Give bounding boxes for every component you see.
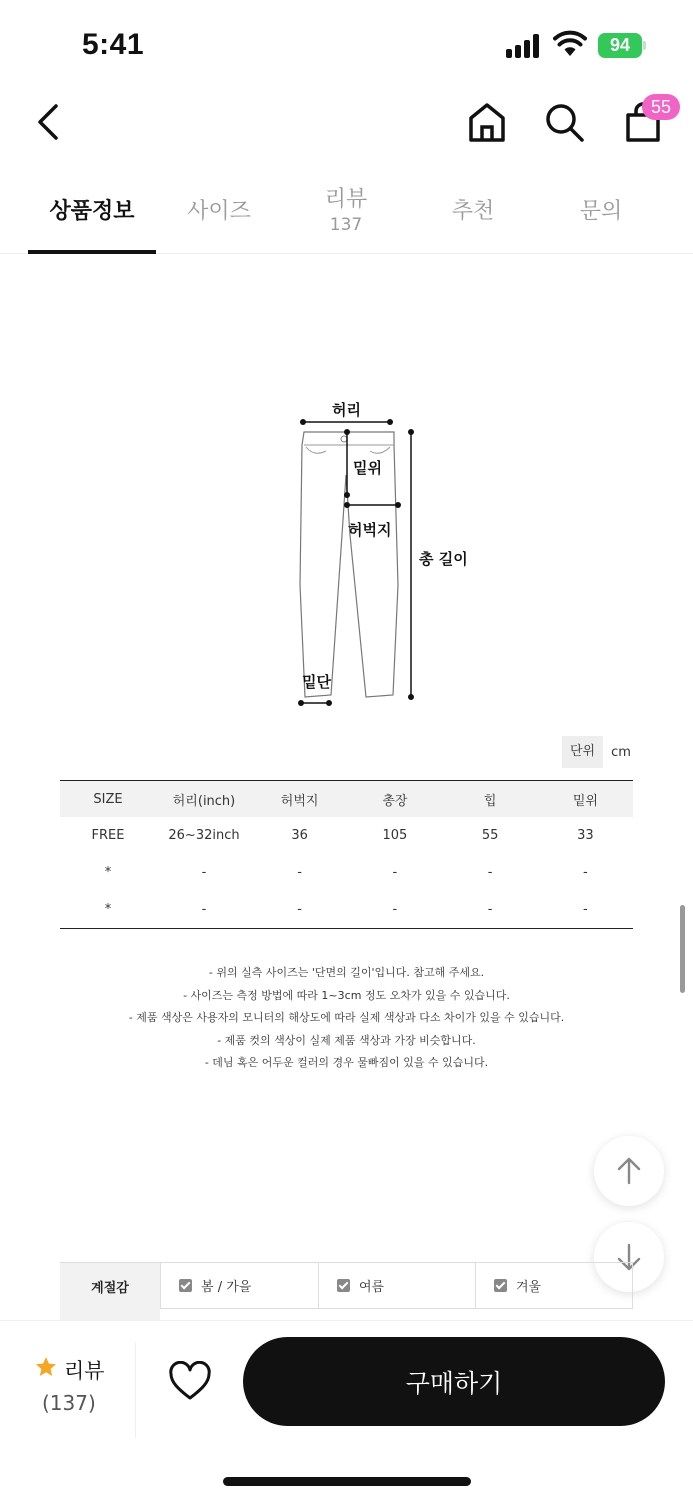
status-time: 5:41 xyxy=(82,28,145,61)
signal-icon xyxy=(506,34,542,58)
scroll-top-button[interactable] xyxy=(594,1136,664,1206)
checkbox-checked-icon xyxy=(494,1279,507,1292)
product-tabs xyxy=(0,170,693,254)
wifi-icon xyxy=(553,30,587,58)
season-option-label: 여름 xyxy=(359,1280,385,1295)
table-cell: - xyxy=(487,865,493,880)
tab-label: 리뷰 xyxy=(324,187,368,212)
table-cell: - xyxy=(201,902,207,917)
table-cell: - xyxy=(487,902,493,917)
table-cell: * xyxy=(104,902,112,917)
season-option-label: 봄 / 가을 xyxy=(201,1280,252,1295)
table-cell: - xyxy=(392,865,398,880)
buy-button[interactable]: 구매하기 xyxy=(243,1337,665,1426)
diagram-label-thigh: 허벅지 xyxy=(348,521,392,539)
unit-value: cm xyxy=(611,744,631,760)
table-cell: 105 xyxy=(382,828,408,843)
table-header-cell: 총장 xyxy=(382,793,408,809)
status-bar xyxy=(0,0,693,90)
diagram-label-length: 총 길이 xyxy=(419,550,468,568)
tab-recommend[interactable] xyxy=(410,170,536,254)
scrollbar[interactable] xyxy=(680,905,685,993)
table-header-cell: 힙 xyxy=(483,793,497,809)
table-cell: 33 xyxy=(577,828,594,843)
table-header-cell: 밑위 xyxy=(572,793,598,809)
table-cell: * xyxy=(104,865,112,880)
checkbox-checked-icon xyxy=(337,1279,350,1292)
table-cell: - xyxy=(392,902,398,917)
table-header-row xyxy=(60,781,633,817)
diagram-label-hem: 밑단 xyxy=(302,673,331,691)
tab-label: 추천 xyxy=(451,199,495,224)
table-row xyxy=(60,891,633,928)
table-cell: - xyxy=(583,902,588,917)
season-option-spring-fall xyxy=(160,1263,318,1309)
tab-product-info[interactable] xyxy=(28,170,156,254)
note-line: - 데님 혹은 어두운 컬러의 경우 물빠짐이 있을 수 있습니다. xyxy=(204,1056,489,1070)
size-table xyxy=(60,780,633,929)
table-cell: 55 xyxy=(481,828,499,843)
battery-level: 94 xyxy=(598,33,642,58)
table-cell: 36 xyxy=(291,828,308,843)
bottom-action-bar xyxy=(0,1320,693,1500)
table-cell: - xyxy=(201,865,207,880)
arrow-up-icon xyxy=(616,1156,642,1186)
unit-indicator xyxy=(562,736,631,768)
home-indicator xyxy=(223,1477,471,1486)
tab-inquiry[interactable] xyxy=(536,170,666,254)
table-cell: 26~32inch xyxy=(168,828,240,843)
table-row xyxy=(60,854,633,891)
search-icon[interactable] xyxy=(542,100,586,144)
note-line: - 제품 컷의 색상이 실제 제품 색상과 가장 비슷합니다. xyxy=(217,1033,476,1047)
table-header-cell: SIZE xyxy=(93,791,123,807)
season-option-winter xyxy=(475,1263,633,1309)
table-cell: - xyxy=(297,902,302,917)
tab-review[interactable] xyxy=(282,170,410,254)
size-diagram xyxy=(280,395,480,710)
note-line: - 제품 색상은 사용자의 모니터의 해상도에 따라 실제 색상과 다소 차이가 있을 수 있습니다. xyxy=(128,1011,565,1025)
star-icon xyxy=(34,1355,58,1379)
season-table xyxy=(60,1262,633,1322)
table-cell: - xyxy=(583,865,588,880)
tab-label: 사이즈 xyxy=(187,199,251,224)
note-line: - 위의 실측 사이즈는 '단면의 길이'입니다. 참고해 주세요. xyxy=(208,966,485,979)
diagram-label-rise: 밑위 xyxy=(353,459,382,477)
heart-icon[interactable] xyxy=(168,1361,212,1401)
unit-label: 단위 xyxy=(562,736,603,768)
diagram-label-waist: 허리 xyxy=(332,401,361,419)
table-row xyxy=(60,817,633,854)
note-line: - 사이즈는 측정 방법에 따라 1~3cm 정도 오차가 있을 수 있습니다. xyxy=(183,988,510,1002)
size-notes xyxy=(60,962,633,1075)
table-header-cell: 허벅지 xyxy=(280,793,319,809)
tab-review-count: 137 xyxy=(329,215,363,235)
battery-icon xyxy=(598,33,646,58)
top-nav xyxy=(0,90,693,160)
season-option-summer xyxy=(318,1263,475,1309)
tab-label: 상품정보 xyxy=(49,199,135,224)
season-label: 계절감 xyxy=(60,1263,160,1323)
cart-count-badge: 55 xyxy=(642,94,680,120)
table-cell: FREE xyxy=(91,828,125,843)
review-summary[interactable] xyxy=(0,1343,136,1438)
tab-label: 문의 xyxy=(579,199,623,224)
review-count: (137) xyxy=(42,1391,96,1415)
checkbox-checked-icon xyxy=(179,1279,192,1292)
home-icon[interactable] xyxy=(465,100,509,144)
review-label: 리뷰 xyxy=(64,1359,105,1383)
tab-size[interactable] xyxy=(156,170,282,254)
table-header-cell: 허리(inch) xyxy=(172,793,236,809)
season-option-label: 겨울 xyxy=(516,1280,542,1295)
table-cell: - xyxy=(297,865,302,880)
back-arrow-icon[interactable] xyxy=(28,100,72,144)
